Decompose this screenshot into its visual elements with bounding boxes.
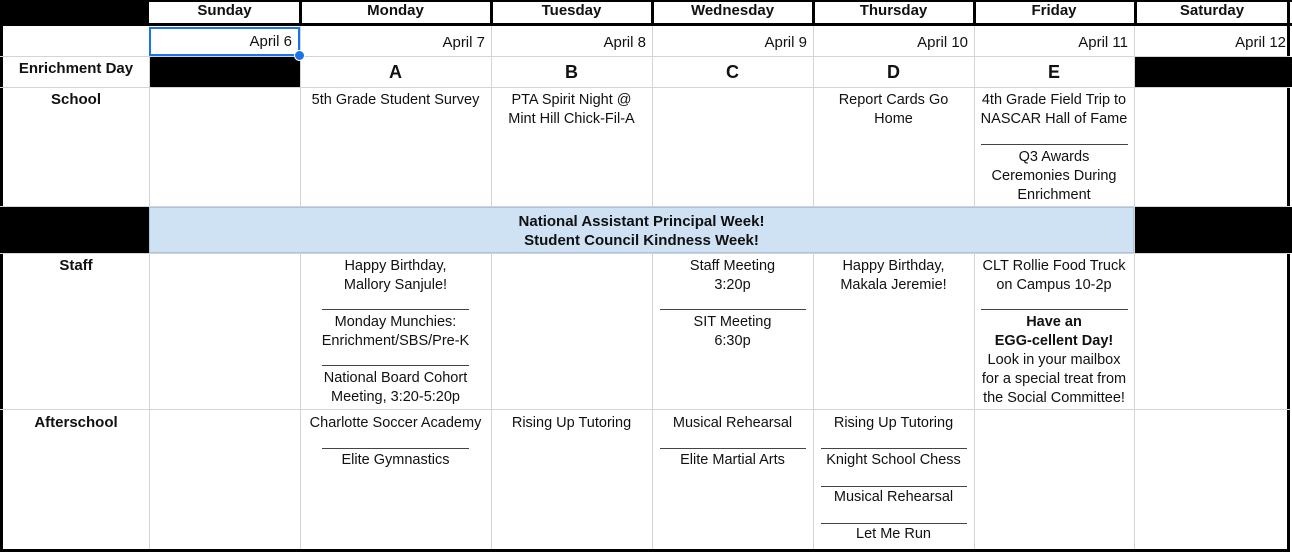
- afterschool-event-tuesday[interactable]: [491, 414, 652, 433]
- header-thursday[interactable]: Thursday: [859, 2, 928, 19]
- school-event-thursday[interactable]: [813, 91, 974, 129]
- date-cell[interactable]: April 9: [764, 34, 807, 51]
- date-cell-selected[interactable]: April 6: [149, 27, 300, 56]
- outer-right-border: [1287, 0, 1290, 552]
- grid-line: [491, 253, 492, 549]
- staff-event-friday[interactable]: [974, 257, 1134, 408]
- event-text: Staff Meeting: [689, 258, 776, 274]
- spacer: [300, 351, 491, 369]
- row-label-school[interactable]: School: [50, 91, 101, 108]
- separator-line: [660, 309, 806, 310]
- afterschool-event-thursday[interactable]: [813, 414, 974, 544]
- staff-event-thursday[interactable]: [813, 257, 974, 295]
- grid-line: [149, 26, 150, 549]
- staff-event-wednesday[interactable]: [652, 257, 813, 351]
- event-text: Musical Rehearsal: [833, 489, 954, 505]
- event-text: Rising Up Tutoring: [511, 415, 632, 431]
- date-cell[interactable]: April 10: [917, 34, 968, 51]
- event-text: PTA Spirit Night @: [511, 92, 632, 108]
- event-text: Musical Rehearsal: [672, 415, 793, 431]
- date-cell[interactable]: April 7: [442, 34, 485, 51]
- event-text: Home: [874, 111, 913, 127]
- event-text: Ceremonies During: [991, 168, 1117, 184]
- event-text: Report Cards Go: [838, 92, 949, 108]
- event-text-bold: Have an: [1026, 314, 1082, 330]
- event-text: 4th Grade Field Trip to: [981, 92, 1127, 108]
- date-cell[interactable]: April 12: [1235, 34, 1286, 51]
- header-tuesday[interactable]: Tuesday: [541, 2, 602, 19]
- event-text: Mallory Sanjule!: [343, 277, 448, 293]
- enrichment-letter[interactable]: D: [887, 62, 900, 82]
- outer-left-border: [0, 0, 3, 552]
- enrichment-letter[interactable]: C: [726, 62, 739, 82]
- header-monday[interactable]: Monday: [367, 2, 424, 19]
- grid-line: [0, 253, 1290, 254]
- banner-line-2: Student Council Kindness Week!: [524, 232, 759, 249]
- separator-line: [322, 365, 469, 366]
- event-text: Q3 Awards: [1018, 149, 1090, 165]
- separator-line: [821, 448, 967, 449]
- enrichment-letter[interactable]: B: [565, 62, 578, 82]
- event-text: CLT Rollie Food Truck: [982, 258, 1126, 274]
- event-text: on Campus 10-2p: [996, 277, 1112, 293]
- event-text: for a special treat from: [981, 371, 1127, 387]
- event-text: Happy Birthday,: [842, 258, 945, 274]
- row-label-enrichment[interactable]: Enrichment Day: [18, 60, 134, 77]
- grid-line: [1134, 26, 1135, 549]
- corner-black-cell: [0, 0, 149, 26]
- event-text: Let Me Run: [856, 526, 931, 542]
- event-text: Enrichment/SBS/Pre-K: [321, 333, 470, 349]
- header-friday[interactable]: Friday: [1031, 2, 1077, 19]
- event-text: Elite Martial Arts: [680, 452, 785, 468]
- grid-line: [0, 409, 1290, 410]
- date-cell[interactable]: April 8: [603, 34, 646, 51]
- separator-line: [821, 523, 967, 524]
- event-text: Charlotte Soccer Academy: [309, 415, 482, 431]
- afterschool-event-wednesday[interactable]: [652, 414, 813, 470]
- header-bottom-border: [149, 23, 1292, 26]
- event-text: Meeting, 3:20-5:20p: [331, 389, 460, 405]
- row-label-staff[interactable]: Staff: [59, 257, 93, 274]
- enrichment-sunday-black: [149, 57, 300, 87]
- header-saturday[interactable]: Saturday: [1179, 2, 1245, 19]
- event-text: Look in your mailbox: [987, 352, 1121, 368]
- separator-line: [821, 486, 967, 487]
- enrichment-letter[interactable]: A: [389, 62, 402, 82]
- outer-bottom-border: [0, 549, 1290, 552]
- event-text: Rising Up Tutoring: [833, 415, 954, 431]
- event-text: Knight School Chess: [826, 452, 961, 468]
- banner-right-black: [1134, 207, 1292, 253]
- event-text: Enrichment: [1017, 187, 1091, 203]
- event-text: SIT Meeting: [693, 314, 772, 330]
- spacer: [652, 295, 813, 313]
- event-text: 6:30p: [714, 333, 751, 349]
- spacer: [974, 129, 1134, 148]
- row-label-afterschool[interactable]: Afterschool: [34, 414, 118, 431]
- date-cell[interactable]: April 11: [1078, 34, 1128, 51]
- event-text: Mint Hill Chick-Fil-A: [508, 111, 635, 127]
- enrichment-letter[interactable]: E: [1047, 62, 1060, 82]
- week-banner[interactable]: [149, 207, 1134, 253]
- enrichment-saturday-black: [1134, 57, 1292, 87]
- separator-line: [660, 448, 806, 449]
- banner-left-black: [0, 207, 149, 253]
- school-event-tuesday[interactable]: [491, 91, 652, 129]
- header-sunday[interactable]: Sunday: [197, 2, 252, 19]
- event-text: the Social Committee!: [983, 390, 1125, 406]
- event-text-bold: EGG-cellent Day!: [994, 333, 1114, 349]
- afterschool-event-monday[interactable]: [300, 414, 491, 470]
- separator-line: [322, 309, 469, 310]
- event-text: Elite Gymnastics: [341, 452, 450, 468]
- header-wednesday[interactable]: Wednesday: [690, 2, 775, 19]
- spacer: [974, 295, 1134, 313]
- staff-event-monday[interactable]: [300, 257, 491, 407]
- event-text: 3:20p: [714, 277, 751, 293]
- banner-line-1: National Assistant Principal Week!: [518, 213, 765, 230]
- event-text: NASCAR Hall of Fame: [980, 111, 1128, 127]
- spacer: [300, 295, 491, 313]
- event-text: Makala Jeremie!: [840, 277, 947, 293]
- separator-line: [981, 144, 1128, 145]
- separator-line: [322, 448, 469, 449]
- school-event-friday[interactable]: [974, 91, 1134, 205]
- event-text: Monday Munchies:: [334, 314, 457, 330]
- event-text: Happy Birthday,: [344, 258, 447, 274]
- school-event-monday[interactable]: [300, 91, 491, 110]
- event-text: National Board Cohort: [323, 370, 468, 386]
- event-text: 5th Grade Student Survey: [311, 92, 480, 108]
- separator-line: [981, 309, 1128, 310]
